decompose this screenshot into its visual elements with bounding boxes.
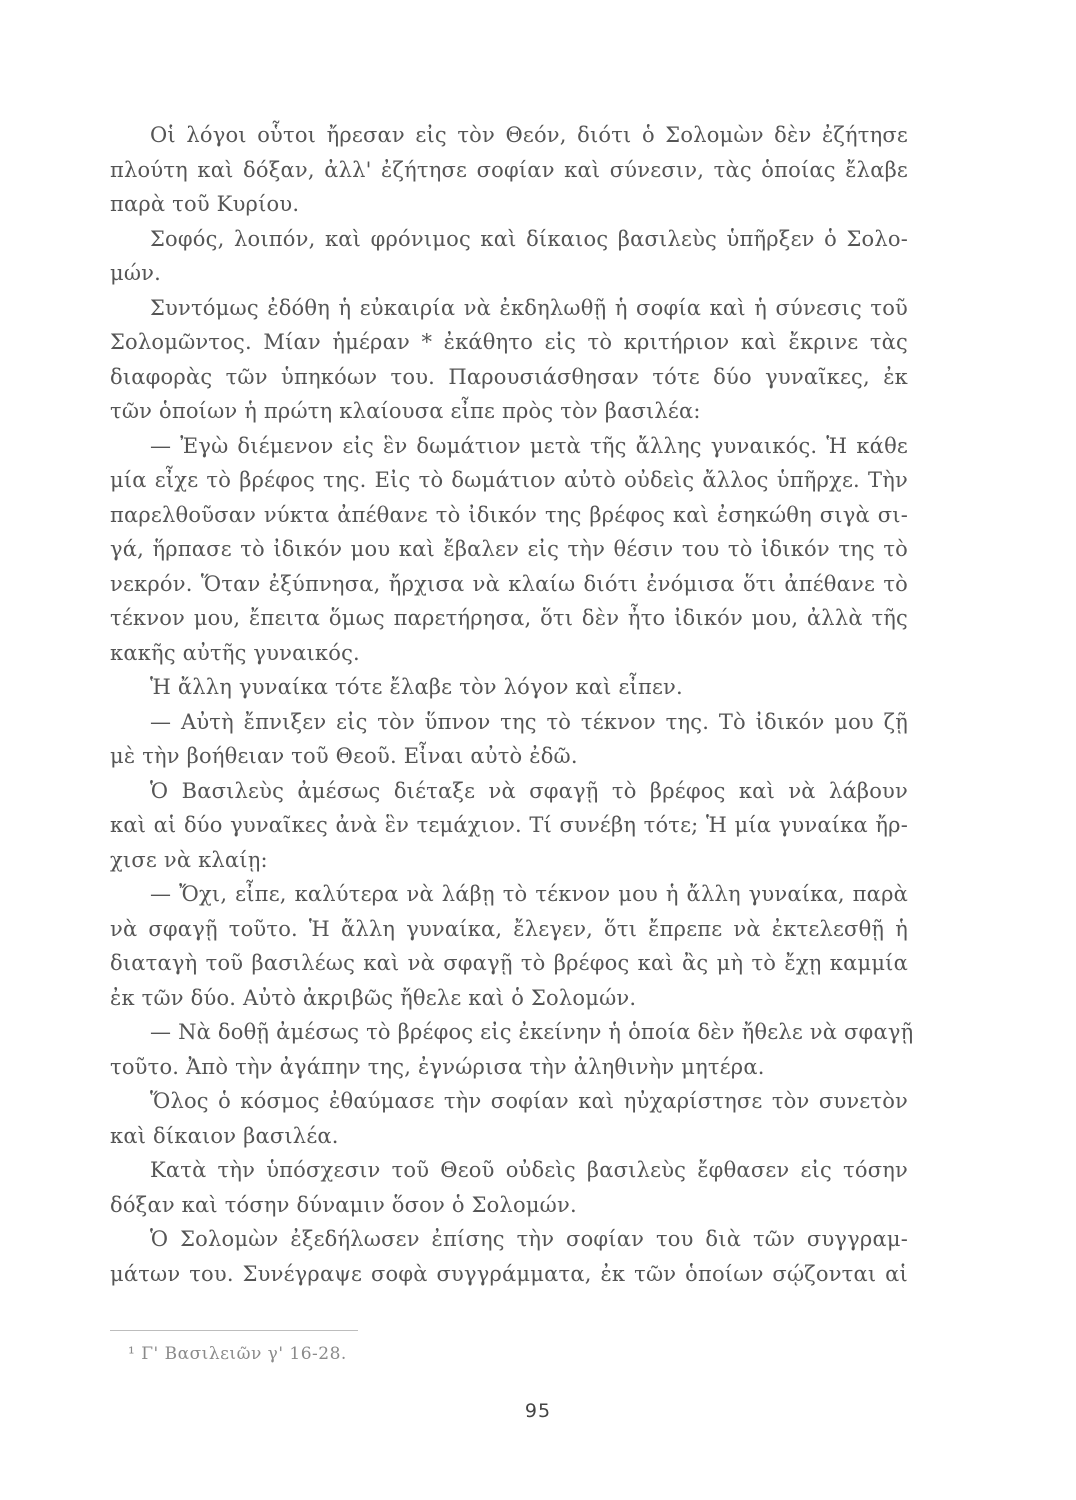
text-line: Σολομῶντος. Μίαν ἡμέραν * ἐκάθητο εἰς τὸ κριτήριον καὶ ἔκρινε τὰς bbox=[110, 330, 908, 354]
text-line: τῶν ὁποίων ἡ πρώτη κλαίουσα εἶπε πρὸς τὸν βασιλέα: bbox=[110, 399, 701, 423]
text-line: κακῆς αὐτῆς γυναικός. bbox=[110, 640, 360, 665]
text-line: τοῦτο. Ἀπὸ τὴν ἀγάπην της, ἐγνώρισα τὴν ἀληθινὴν μητέρα. bbox=[110, 1054, 765, 1079]
text-line: ἐκ τῶν δύο. Αὐτὸ ἀκριβῶς ἤθελε καὶ ὁ Σολομών. bbox=[110, 985, 637, 1010]
text-line: Οἱ λόγοι οὗτοι ἤρεσαν εἰς τὸν Θεόν, διότι ὁ Σολομὼν δὲν ἐζήτησε bbox=[150, 123, 908, 147]
text-line: νεκρόν. Ὅταν ἐξύπνησα, ἤρχισα νὰ κλαίω διότι ἐνόμισα ὅτι ἀπέθανε τὸ bbox=[110, 571, 908, 596]
text-line: — Νὰ δοθῇ ἀμέσως τὸ βρέφος εἰς ἐκείνην ἡ ὁποία δὲν ἤθελε νὰ σφαγῇ bbox=[150, 1020, 914, 1044]
text-line: τέκνον μου, ἔπειτα ὅμως παρετήρησα, ὅτι δὲν ἦτο ἰδικόν μου, ἀλλὰ τῆς bbox=[110, 606, 908, 630]
text-line: παρὰ τοῦ Κυρίου. bbox=[110, 192, 300, 216]
text-line: Ἡ ἄλλη γυναίκα τότε ἔλαβε τὸν λόγον καὶ εἶπεν. bbox=[150, 675, 683, 699]
text-line: παρελθοῦσαν νύκτα ἀπέθανε τὸ ἰδικόν της βρέφος καὶ ἐσηκώθη σιγὰ σι- bbox=[110, 502, 908, 527]
text-line: διαφορὰς τῶν ὑπηκόων του. Παρουσιάσθησαν τότε δύο γυναῖκες, ἐκ bbox=[110, 364, 908, 389]
text-line: πλούτη καὶ δόξαν, ἀλλ' ἐζήτησε σοφίαν καὶ σύνεσιν, τὰς ὁποίας ἔλαβε bbox=[110, 157, 908, 182]
text-line: Συντόμως ἐδόθη ἡ εὐκαιρία νὰ ἐκδηλωθῇ ἡ σοφία καὶ ἡ σύνεσις τοῦ bbox=[150, 295, 908, 320]
footnote: ¹ Γ' Βασιλειῶν γ' 16-28. bbox=[128, 1344, 347, 1364]
text-line: — Αὐτὴ ἔπνιξεν εἰς τὸν ὕπνον της τὸ τέκνον της. Τὸ ἰδικόν μου ζῇ bbox=[150, 709, 908, 734]
text-line: καὶ δίκαιον βασιλέα. bbox=[110, 1123, 339, 1148]
text-line: μία εἶχε τὸ βρέφος της. Εἰς τὸ δωμάτιον αὐτὸ οὐδεὶς ἄλλος ὑπῆρχε. Τὴν bbox=[110, 468, 908, 492]
body-text bbox=[110, 118, 914, 1291]
text-line: Ὁ Σολομὼν ἐξεδήλωσεν ἐπίσης τὴν σοφίαν του διὰ τῶν συγγραμ- bbox=[150, 1227, 908, 1251]
text-line: — Ὄχι, εἶπε, καλύτερα νὰ λάβῃ τὸ τέκνον μου ἡ ἄλλη γυναίκα, παρὰ bbox=[150, 882, 908, 906]
page-number: 95 bbox=[524, 1400, 552, 1422]
text-line: νὰ σφαγῇ τοῦτο. Ἡ ἄλλη γυναίκα, ἔλεγεν, ὅτι ἔπρεπε νὰ ἐκτελεσθῇ ἡ bbox=[110, 916, 908, 941]
text-line: μὲ τὴν βοήθειαν τοῦ Θεοῦ. Εἶναι αὐτὸ ἐδῶ. bbox=[110, 744, 578, 768]
text-line: γά, ἥρπασε τὸ ἰδικόν μου καὶ ἔβαλεν εἰς τὴν θέσιν του τὸ ἰδικόν της τὸ bbox=[110, 537, 908, 561]
text-line: Ὅλος ὁ κόσμος ἐθαύμασε τὴν σοφίαν καὶ ηὐχαρίστησε τὸν συνετὸν bbox=[150, 1089, 908, 1113]
footnote-separator bbox=[110, 1330, 358, 1331]
text-line: Κατὰ τὴν ὑπόσχεσιν τοῦ Θεοῦ οὐδεὶς βασιλεὺς ἔφθασεν εἰς τόσην bbox=[150, 1158, 908, 1182]
text-line: χισε νὰ κλαίῃ: bbox=[110, 847, 268, 872]
text-line: Σοφός, λοιπόν, καὶ φρόνιμος καὶ δίκαιος βασιλεὺς ὑπῆρξεν ὁ Σολο- bbox=[150, 226, 908, 251]
text-line: δόξαν καὶ τόσην δύναμιν ὅσον ὁ Σολομών. bbox=[110, 1192, 577, 1217]
text-line: μών. bbox=[110, 261, 162, 285]
text-line: καὶ αἱ δύο γυναῖκες ἀνὰ ἓν τεμάχιον. Τί συνέβη τότε; Ἡ μία γυναίκα ἤρ- bbox=[110, 813, 908, 837]
text-line: διαταγὴ τοῦ βασιλέως καὶ νὰ σφαγῇ τὸ βρέφος καὶ ἂς μὴ τὸ ἔχῃ καμμία bbox=[110, 951, 908, 975]
text-line: Ὁ Βασιλεὺς ἀμέσως διέταξε νὰ σφαγῇ τὸ βρέφος καὶ νὰ λάβουν bbox=[150, 778, 908, 803]
text-line: — Ἐγὼ διέμενον εἰς ἓν δωμάτιον μετὰ τῆς ἄλλης γυναικός. Ἡ κάθε bbox=[150, 433, 908, 458]
text-line: μάτων του. Συνέγραψε σοφὰ συγγράμματα, ἐκ τῶν ὁποίων σῴζονται αἱ bbox=[110, 1261, 908, 1286]
